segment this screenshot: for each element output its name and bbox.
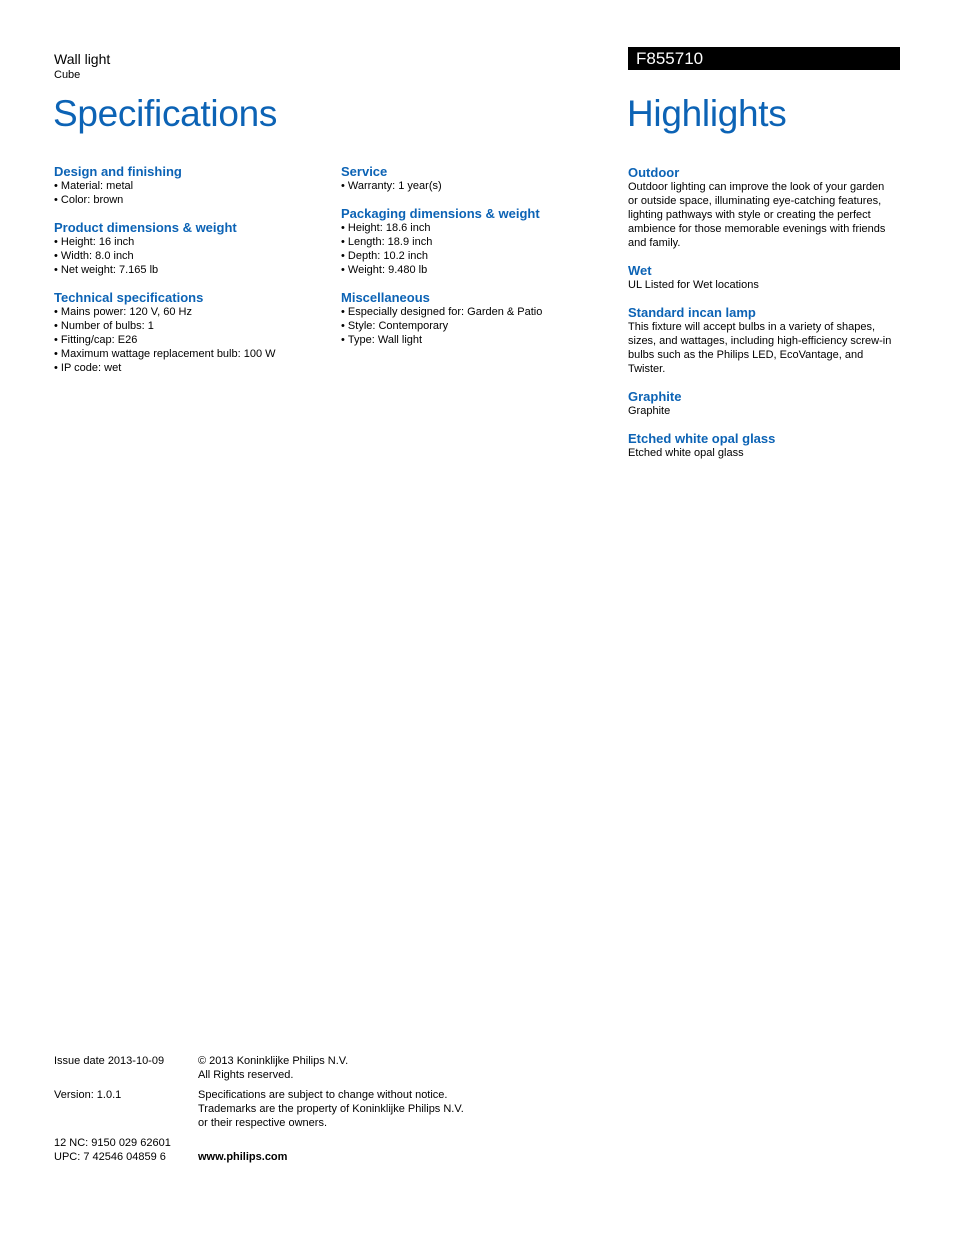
footer-row-issue (54, 1054, 474, 1082)
spec-item: • Length: 18.9 inch (341, 235, 616, 249)
highlight-text-line: This fixture will accept bulbs in a variety of shapes, (628, 321, 876, 333)
spec-heading: Miscellaneous (341, 290, 430, 305)
spec-heading: Packaging dimensions & weight (341, 206, 540, 221)
copyright (198, 1054, 474, 1082)
product-name: Cube (54, 69, 81, 81)
highlight-text-line: lighting pathways with style or creating the perfect (628, 209, 871, 221)
spec-item: • Net weight: 7.165 lb (54, 263, 329, 277)
spec-heading: Service (341, 164, 388, 179)
highlight-text-line: Graphite (628, 405, 671, 417)
product-type: Wall light (54, 51, 111, 67)
notice-line: or their respective owners. (198, 1117, 327, 1129)
spec-heading: Technical specifications (54, 290, 204, 305)
highlights-title: Highlights (627, 93, 787, 134)
spec-item: • Depth: 10.2 inch (341, 249, 616, 263)
spec-heading: Product dimensions & weight (54, 220, 237, 235)
specifications-column-1 (54, 164, 329, 388)
highlight-heading: Standard incan lamp (628, 305, 756, 320)
spec-heading: Design and finishing (54, 164, 182, 179)
highlight-heading: Etched white opal glass (628, 431, 776, 446)
version: Version: 1.0.1 (54, 1089, 122, 1101)
spec-item: • Especially designed for: Garden & Patio (341, 305, 616, 319)
website-cell (198, 1136, 474, 1164)
website-link[interactable]: www.philips.com (198, 1151, 288, 1163)
spec-item: • Warranty: 1 year(s) (341, 179, 616, 193)
specifications-title: Specifications (53, 93, 278, 134)
copyright-line: © 2013 Koninklijke Philips N.V. (198, 1055, 349, 1067)
highlight-incan-lamp (628, 305, 904, 376)
highlight-wet (628, 263, 904, 292)
spec-item: • Mains power: 120 V, 60 Hz (54, 305, 329, 319)
spec-item: • Weight: 9.480 lb (341, 263, 616, 277)
highlight-etched-glass (628, 431, 904, 460)
footer-row-version (54, 1088, 474, 1130)
highlight-text-line: Outdoor lighting can improve the look of your garden (628, 181, 885, 193)
highlight-text-line: Etched white opal glass (628, 447, 744, 459)
highlight-text-line: UL Listed for Wet locations (628, 279, 759, 291)
highlight-heading: Wet (628, 263, 652, 278)
highlight-text-line: sizes, and wattages, including high-efficiency screw-in (628, 335, 892, 347)
highlight-heading: Outdoor (628, 165, 680, 180)
spec-item: • Color: brown (54, 193, 329, 207)
spec-section-design (54, 164, 329, 207)
footer-row-codes (54, 1136, 474, 1164)
spec-item: • IP code: wet (54, 361, 329, 375)
highlight-graphite (628, 389, 904, 418)
nc-code: 12 NC: 9150 029 62601 (54, 1137, 171, 1149)
spec-item: • Height: 18.6 inch (341, 221, 616, 235)
notice-line: Specifications are subject to change without notice. (198, 1089, 448, 1101)
specifications-column-2 (341, 164, 616, 360)
highlight-text-line: and family. (628, 237, 681, 249)
highlight-heading: Graphite (628, 389, 682, 404)
highlight-text-line: Twister. (628, 363, 666, 375)
upc-code: UPC: 7 42546 04859 6 (54, 1151, 166, 1163)
copyright-line: All Rights reserved. (198, 1069, 294, 1081)
highlight-text-line: bulbs such as the Philips LED, EcoVantage, and (628, 349, 864, 361)
highlights-column (628, 164, 904, 473)
spec-item: • Type: Wall light (341, 333, 616, 347)
spec-item: • Width: 8.0 inch (54, 249, 329, 263)
footer (54, 1054, 474, 1170)
spec-item: • Material: metal (54, 179, 329, 193)
issue-date: Issue date 2013-10-09 (54, 1055, 165, 1067)
spec-item: • Style: Contemporary (341, 319, 616, 333)
notice (198, 1088, 474, 1130)
product-codes (54, 1136, 198, 1164)
spec-item: • Number of bulbs: 1 (54, 319, 329, 333)
spec-item: • Height: 16 inch (54, 235, 329, 249)
spec-section-miscellaneous (341, 290, 616, 347)
highlight-outdoor (628, 165, 904, 250)
spec-section-packaging (341, 206, 616, 277)
spec-section-service (341, 164, 616, 193)
spec-item: • Maximum wattage replacement bulb: 100 W (54, 347, 329, 361)
highlight-text-line: ambience for those memorable evenings with friends (628, 223, 886, 235)
spec-section-technical (54, 290, 329, 375)
spec-item: • Fitting/cap: E26 (54, 333, 329, 347)
notice-line: Trademarks are the property of Koninklijke Philips N.V. (198, 1103, 464, 1115)
spec-section-product-dimensions (54, 220, 329, 277)
model-number: F855710 (636, 49, 704, 68)
highlight-text-line: or outside space, illuminating eye-catching features, (628, 195, 882, 207)
model-number-bar (628, 47, 900, 70)
